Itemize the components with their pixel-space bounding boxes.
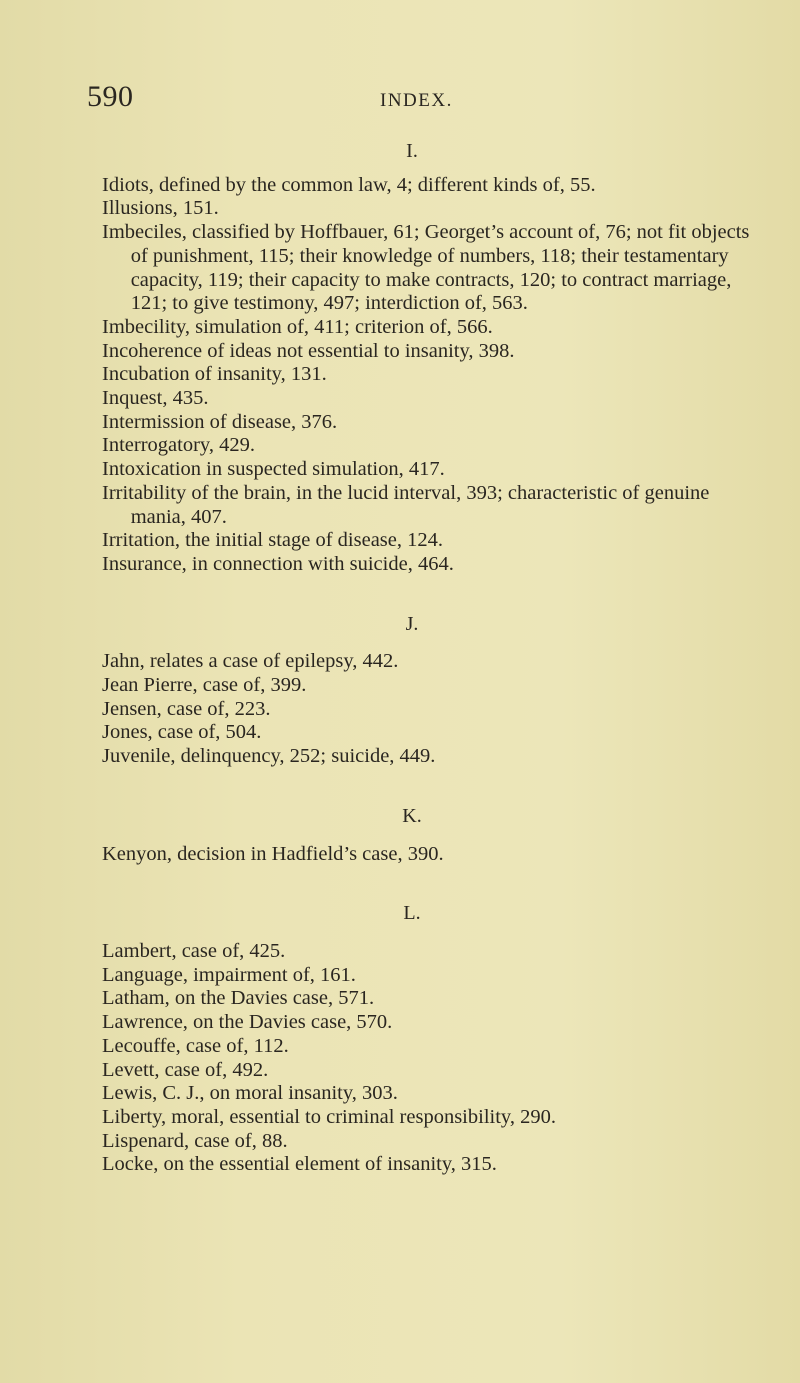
index-entry: Idiots, defined by the common law, 4; different kinds of, 55.: [102, 173, 596, 196]
index-entry: Interrogatory, 429.: [102, 434, 255, 457]
index-entry: Language, impairment of, 161.: [102, 963, 356, 986]
index-entry: Incoherence of ideas not essential to insanity, 398.: [102, 339, 515, 362]
index-entry: Intermission of disease, 376.: [102, 410, 338, 433]
page-number: 590: [87, 80, 134, 113]
running-head: INDEX.: [380, 90, 453, 111]
index-entry: Levett, case of, 492.: [102, 1058, 269, 1081]
index-entry: Juvenile, delinquency, 252; suicide, 449.: [102, 745, 436, 768]
index-entry: Lambert, case of, 425.: [102, 939, 286, 962]
section-j-entries: [102, 650, 752, 769]
index-entry: Lispenard, case of, 88.: [102, 1129, 288, 1152]
index-entry: Lecouffe, case of, 112.: [102, 1034, 289, 1057]
index-entry: Illusions, 151.: [102, 197, 219, 220]
index-entry: Intoxication in suspected simulation, 417.: [102, 458, 445, 481]
index-entry: Imbeciles, classified by Hoffbauer, 61; Georget’s account of, 76; not fit objects of punishment, 115; their knowledge of numbers, 118; their testamentary capacity, 119; their capacity to make contracts, 120; to contract marriage, 121; to give testimony, 497; interdiction of, 563.: [102, 221, 750, 315]
index-entry: Jean Pierre, case of, 399.: [102, 674, 307, 697]
index-entry: Irritation, the initial stage of disease, 124.: [102, 529, 444, 552]
index-entry: Jones, case of, 504.: [102, 721, 262, 744]
section-k-entries: [102, 843, 752, 867]
index-entry: Liberty, moral, essential to criminal responsibility, 290.: [102, 1105, 556, 1128]
section-letter-k: K.: [402, 804, 422, 827]
section-i-entries: [102, 174, 752, 577]
section-l-entries: [102, 940, 752, 1177]
index-entry: Jensen, case of, 223.: [102, 697, 271, 720]
index-entry: Latham, on the Davies case, 571.: [102, 987, 375, 1010]
index-entry: Jahn, relates a case of epilepsy, 442.: [102, 650, 399, 673]
index-entry: Irritability of the brain, in the lucid interval, 393; characteristic of genuine mania, 407.: [102, 481, 710, 528]
index-entry: Inquest, 435.: [102, 387, 209, 410]
index-entry: Incubation of insanity, 131.: [102, 363, 327, 386]
index-entry: Locke, on the essential element of insanity, 315.: [102, 1153, 497, 1176]
index-body: [102, 140, 752, 1177]
section-letter-l: L.: [403, 902, 421, 925]
index-entry: Insurance, in connection with suicide, 464.: [102, 552, 454, 575]
index-entry: Lawrence, on the Davies case, 570.: [102, 1011, 393, 1034]
index-entry: Kenyon, decision in Hadfield’s case, 390.: [102, 842, 444, 865]
section-letter-j: J.: [405, 612, 419, 635]
index-entry: Imbecility, simulation of, 411; criterion of, 566.: [102, 315, 493, 338]
index-entry: Lewis, C. J., on moral insanity, 303.: [102, 1082, 398, 1105]
section-letter-i: I.: [406, 140, 418, 162]
